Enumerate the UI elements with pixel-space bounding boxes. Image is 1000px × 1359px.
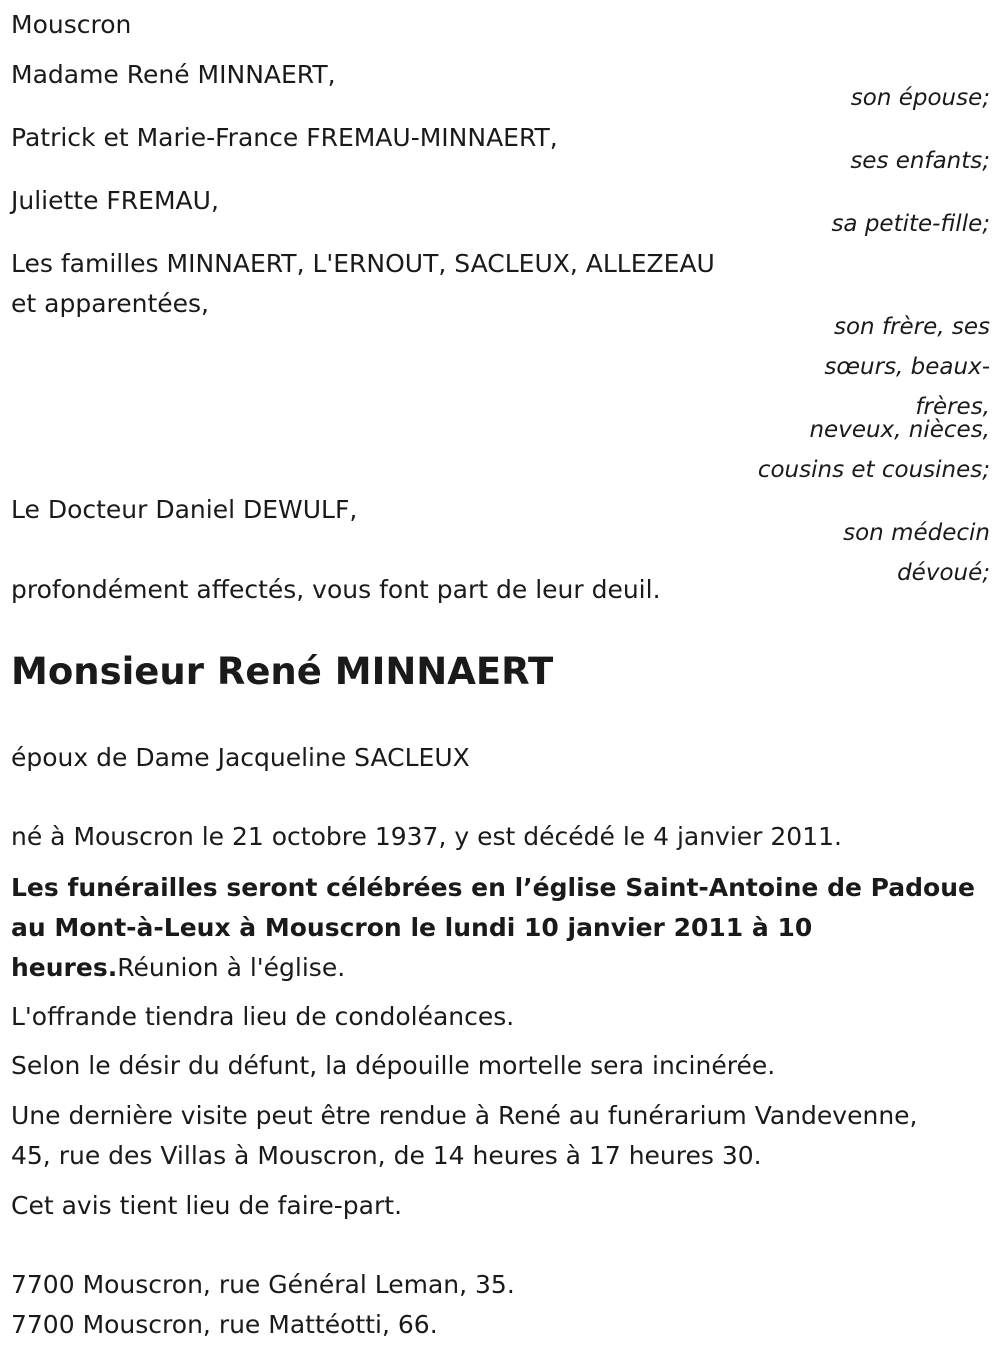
notice-line: Cet avis tient lieu de faire-part.: [11, 1191, 403, 1220]
deceased-name: Monsieur René MINNAERT: [11, 650, 554, 693]
address-line: 7700 Mouscron, rue Mattéotti, 66.: [11, 1310, 438, 1339]
cremation-line: Selon le désir du défunt, la dépouille mortelle sera incinérée.: [11, 1051, 776, 1080]
birth-death-line: né à Mouscron le 21 octobre 1937, y est décédé le 4 janvier 2011.: [11, 822, 842, 851]
visit-line2: 45, rue des Villas à Mouscron, de 14 heures à 17 heures 30.: [11, 1141, 762, 1170]
mourner-families-relation-line: neveux, nièces,: [809, 417, 990, 443]
mourner-families-name-line1: Les familles MINNAERT, L'ERNOUT, SACLEUX, ALLEZEAU: [11, 249, 715, 278]
funeral-line1: Les funérailles seront célébrées en l’église Saint-Antoine de Padoue: [11, 873, 975, 902]
funeral-line3-rest: Réunion à l'église.: [117, 953, 346, 982]
mourner-doctor-relation-line: dévoué;: [897, 560, 990, 586]
mourner-spouse-relation: son épouse;: [850, 85, 990, 111]
mourner-doctor-name: Le Docteur Daniel DEWULF,: [11, 495, 358, 524]
city-header: Mouscron: [11, 10, 132, 39]
mourner-families-relation-line: son frère, ses: [834, 314, 990, 340]
funeral-line2: au Mont-à-Leux à Mouscron le lundi 10 janvier 2011 à 10: [11, 913, 813, 942]
mourner-families-name-line2: et apparentées,: [11, 289, 209, 318]
visit-line1: Une dernière visite peut être rendue à René au funérarium Vandevenne,: [11, 1101, 918, 1130]
funeral-line3-bold: heures.: [11, 953, 118, 982]
mourner-children-name: Patrick et Marie-France FREMAU-MINNAERT,: [11, 123, 558, 152]
mourner-families-relation-line: cousins et cousines;: [757, 457, 990, 483]
spouse-line: époux de Dame Jacqueline SACLEUX: [11, 743, 470, 772]
mourner-families-relation-line: frères,: [915, 394, 990, 420]
address-line: 7700 Mouscron, rue Général Leman, 35.: [11, 1270, 515, 1299]
offering-line: L'offrande tiendra lieu de condoléances.: [11, 1002, 515, 1031]
mourner-granddaughter-relation: sa petite-fille;: [831, 211, 990, 237]
funeral-line3: [11, 948, 345, 988]
mourner-spouse-name: Madame René MINNAERT,: [11, 60, 336, 89]
mourner-children-relation: ses enfants;: [850, 148, 990, 174]
mourner-granddaughter-name: Juliette FREMAU,: [11, 186, 219, 215]
closing-line: profondément affectés, vous font part de leur deuil.: [11, 575, 661, 604]
mourner-families-relation-line: sœurs, beaux-: [824, 354, 990, 380]
mourner-doctor-relation-line: son médecin: [843, 520, 990, 546]
